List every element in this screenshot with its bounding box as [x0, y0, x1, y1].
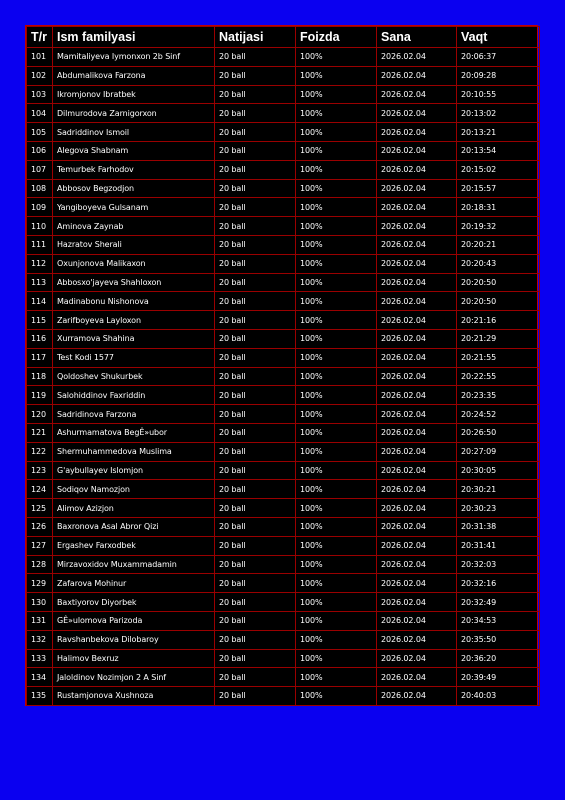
cell-full-name: Mamitaliyeva Iymonxon 2b Sinf — [53, 48, 215, 67]
table-row — [27, 141, 540, 160]
cell-percent: 100% — [296, 311, 377, 330]
table-row — [27, 254, 540, 273]
cell-full-name: Abdumalikova Farzona — [53, 66, 215, 85]
cell-time: 20:20:21 — [457, 235, 540, 254]
cell-full-name: GÊ»ulomova Parizoda — [53, 611, 215, 630]
cell-full-name: G'aybullayev Islomjon — [53, 461, 215, 480]
cell-time: 20:31:38 — [457, 517, 540, 536]
cell-time: 20:10:55 — [457, 85, 540, 104]
cell-date: 2026.02.04 — [377, 461, 457, 480]
cell-date: 2026.02.04 — [377, 235, 457, 254]
cell-number: 121 — [27, 423, 53, 442]
cell-result: 20 ball — [215, 386, 296, 405]
cell-date: 2026.02.04 — [377, 611, 457, 630]
cell-full-name: Hazratov Sherali — [53, 235, 215, 254]
cell-result: 20 ball — [215, 442, 296, 461]
cell-number: 125 — [27, 499, 53, 518]
cell-result: 20 ball — [215, 574, 296, 593]
cell-number: 127 — [27, 536, 53, 555]
cell-date: 2026.02.04 — [377, 348, 457, 367]
cell-time: 20:20:43 — [457, 254, 540, 273]
cell-time: 20:15:02 — [457, 160, 540, 179]
cell-date: 2026.02.04 — [377, 367, 457, 386]
cell-full-name: Test Kodi 1577 — [53, 348, 215, 367]
cell-full-name: Qoldoshev Shukurbek — [53, 367, 215, 386]
cell-number: 114 — [27, 292, 53, 311]
cell-number: 112 — [27, 254, 53, 273]
cell-percent: 100% — [296, 687, 377, 706]
cell-full-name: Abbosov Begzodjon — [53, 179, 215, 198]
table-header-row — [27, 27, 540, 48]
cell-result: 20 ball — [215, 254, 296, 273]
cell-percent: 100% — [296, 555, 377, 574]
cell-result: 20 ball — [215, 687, 296, 706]
cell-time: 20:34:53 — [457, 611, 540, 630]
cell-percent: 100% — [296, 461, 377, 480]
table-row — [27, 611, 540, 630]
table-row — [27, 687, 540, 706]
cell-full-name: Ravshanbekova Dilobaroy — [53, 630, 215, 649]
cell-percent: 100% — [296, 611, 377, 630]
cell-time: 20:20:50 — [457, 273, 540, 292]
table-row — [27, 329, 540, 348]
cell-full-name: Abbosxo'jayeva Shahloxon — [53, 273, 215, 292]
cell-percent: 100% — [296, 367, 377, 386]
cell-result: 20 ball — [215, 160, 296, 179]
cell-full-name: Shermuhammedova Muslima — [53, 442, 215, 461]
cell-time: 20:21:16 — [457, 311, 540, 330]
cell-time: 20:19:32 — [457, 217, 540, 236]
cell-percent: 100% — [296, 217, 377, 236]
cell-number: 108 — [27, 179, 53, 198]
cell-number: 106 — [27, 141, 53, 160]
cell-number: 124 — [27, 480, 53, 499]
cell-full-name: Xurramova Shahina — [53, 329, 215, 348]
cell-time: 20:39:49 — [457, 668, 540, 687]
cell-date: 2026.02.04 — [377, 499, 457, 518]
cell-time: 20:32:16 — [457, 574, 540, 593]
cell-time: 20:35:50 — [457, 630, 540, 649]
cell-percent: 100% — [296, 386, 377, 405]
cell-result: 20 ball — [215, 367, 296, 386]
cell-number: 119 — [27, 386, 53, 405]
table-row — [27, 292, 540, 311]
cell-date: 2026.02.04 — [377, 423, 457, 442]
cell-date: 2026.02.04 — [377, 292, 457, 311]
cell-percent: 100% — [296, 179, 377, 198]
cell-time: 20:31:41 — [457, 536, 540, 555]
cell-number: 115 — [27, 311, 53, 330]
cell-full-name: Alimov Azizjon — [53, 499, 215, 518]
cell-percent: 100% — [296, 85, 377, 104]
table-row — [27, 123, 540, 142]
cell-date: 2026.02.04 — [377, 649, 457, 668]
cell-number: 135 — [27, 687, 53, 706]
cell-full-name: Mirzavoxidov Muxammadamin — [53, 555, 215, 574]
cell-number: 126 — [27, 517, 53, 536]
cell-full-name: Sadriddinov Ismoil — [53, 123, 215, 142]
cell-percent: 100% — [296, 536, 377, 555]
cell-result: 20 ball — [215, 555, 296, 574]
cell-date: 2026.02.04 — [377, 687, 457, 706]
cell-date: 2026.02.04 — [377, 536, 457, 555]
cell-date: 2026.02.04 — [377, 217, 457, 236]
cell-percent: 100% — [296, 442, 377, 461]
table-row — [27, 423, 540, 442]
table-row — [27, 386, 540, 405]
cell-time: 20:09:28 — [457, 66, 540, 85]
table-row — [27, 273, 540, 292]
cell-number: 132 — [27, 630, 53, 649]
header-date: Sana — [377, 27, 457, 48]
table-row — [27, 348, 540, 367]
cell-full-name: Aminova Zaynab — [53, 217, 215, 236]
cell-result: 20 ball — [215, 311, 296, 330]
cell-percent: 100% — [296, 630, 377, 649]
cell-percent: 100% — [296, 649, 377, 668]
cell-time: 20:21:55 — [457, 348, 540, 367]
header-full-name: Ism familyasi — [53, 27, 215, 48]
cell-number: 117 — [27, 348, 53, 367]
cell-full-name: Jaloldinov Nozimjon 2 A Sinf — [53, 668, 215, 687]
cell-date: 2026.02.04 — [377, 574, 457, 593]
cell-number: 113 — [27, 273, 53, 292]
results-table — [26, 26, 540, 706]
cell-result: 20 ball — [215, 517, 296, 536]
cell-percent: 100% — [296, 348, 377, 367]
cell-percent: 100% — [296, 292, 377, 311]
cell-date: 2026.02.04 — [377, 442, 457, 461]
cell-date: 2026.02.04 — [377, 329, 457, 348]
cell-percent: 100% — [296, 48, 377, 67]
cell-result: 20 ball — [215, 593, 296, 612]
cell-result: 20 ball — [215, 66, 296, 85]
cell-time: 20:26:50 — [457, 423, 540, 442]
table-row — [27, 649, 540, 668]
header-number: T/r — [27, 27, 53, 48]
cell-full-name: Sadridinova Farzona — [53, 405, 215, 424]
cell-full-name: Alegova Shabnam — [53, 141, 215, 160]
cell-result: 20 ball — [215, 611, 296, 630]
table-row — [27, 66, 540, 85]
cell-number: 131 — [27, 611, 53, 630]
cell-time: 20:36:20 — [457, 649, 540, 668]
cell-percent: 100% — [296, 254, 377, 273]
cell-full-name: Zarifboyeva Layloxon — [53, 311, 215, 330]
cell-time: 20:32:49 — [457, 593, 540, 612]
cell-full-name: Dilmurodova Zarnigorxon — [53, 104, 215, 123]
cell-time: 20:30:05 — [457, 461, 540, 480]
cell-result: 20 ball — [215, 348, 296, 367]
cell-date: 2026.02.04 — [377, 179, 457, 198]
cell-full-name: Sodiqov Namozjon — [53, 480, 215, 499]
cell-number: 134 — [27, 668, 53, 687]
header-result: Natijasi — [215, 27, 296, 48]
cell-time: 20:15:57 — [457, 179, 540, 198]
cell-percent: 100% — [296, 668, 377, 687]
cell-result: 20 ball — [215, 217, 296, 236]
cell-time: 20:13:21 — [457, 123, 540, 142]
cell-result: 20 ball — [215, 668, 296, 687]
cell-number: 133 — [27, 649, 53, 668]
cell-date: 2026.02.04 — [377, 668, 457, 687]
cell-number: 105 — [27, 123, 53, 142]
cell-time: 20:30:21 — [457, 480, 540, 499]
table-row — [27, 480, 540, 499]
cell-result: 20 ball — [215, 85, 296, 104]
cell-result: 20 ball — [215, 630, 296, 649]
cell-number: 103 — [27, 85, 53, 104]
table-row — [27, 85, 540, 104]
cell-percent: 100% — [296, 574, 377, 593]
table-row — [27, 48, 540, 67]
cell-full-name: Baxtiyorov Diyorbek — [53, 593, 215, 612]
cell-date: 2026.02.04 — [377, 141, 457, 160]
cell-percent: 100% — [296, 198, 377, 217]
cell-full-name: Ergashev Farxodbek — [53, 536, 215, 555]
header-percent: Foizda — [296, 27, 377, 48]
cell-number: 128 — [27, 555, 53, 574]
cell-time: 20:22:55 — [457, 367, 540, 386]
cell-result: 20 ball — [215, 461, 296, 480]
cell-time: 20:13:54 — [457, 141, 540, 160]
cell-full-name: Zafarova Mohinur — [53, 574, 215, 593]
cell-date: 2026.02.04 — [377, 517, 457, 536]
cell-result: 20 ball — [215, 104, 296, 123]
header-time: Vaqt — [457, 27, 540, 48]
cell-result: 20 ball — [215, 235, 296, 254]
cell-time: 20:20:50 — [457, 292, 540, 311]
table-row — [27, 179, 540, 198]
cell-number: 102 — [27, 66, 53, 85]
cell-percent: 100% — [296, 423, 377, 442]
cell-full-name: Rustamjonova Xushnoza — [53, 687, 215, 706]
cell-percent: 100% — [296, 235, 377, 254]
cell-percent: 100% — [296, 499, 377, 518]
cell-percent: 100% — [296, 66, 377, 85]
cell-percent: 100% — [296, 141, 377, 160]
cell-full-name: Madinabonu Nishonova — [53, 292, 215, 311]
cell-result: 20 ball — [215, 329, 296, 348]
table-row — [27, 499, 540, 518]
cell-time: 20:40:03 — [457, 687, 540, 706]
table-row — [27, 367, 540, 386]
table-row — [27, 235, 540, 254]
table-row — [27, 593, 540, 612]
cell-result: 20 ball — [215, 48, 296, 67]
cell-time: 20:32:03 — [457, 555, 540, 574]
results-sheet — [25, 25, 538, 706]
cell-percent: 100% — [296, 160, 377, 179]
cell-date: 2026.02.04 — [377, 311, 457, 330]
cell-time: 20:06:37 — [457, 48, 540, 67]
cell-date: 2026.02.04 — [377, 198, 457, 217]
table-row — [27, 461, 540, 480]
cell-time: 20:23:35 — [457, 386, 540, 405]
cell-result: 20 ball — [215, 405, 296, 424]
cell-number: 122 — [27, 442, 53, 461]
cell-result: 20 ball — [215, 536, 296, 555]
cell-time: 20:21:29 — [457, 329, 540, 348]
cell-time: 20:30:23 — [457, 499, 540, 518]
cell-date: 2026.02.04 — [377, 66, 457, 85]
cell-result: 20 ball — [215, 198, 296, 217]
cell-number: 111 — [27, 235, 53, 254]
cell-result: 20 ball — [215, 273, 296, 292]
table-row — [27, 536, 540, 555]
cell-number: 109 — [27, 198, 53, 217]
cell-date: 2026.02.04 — [377, 104, 457, 123]
cell-number: 120 — [27, 405, 53, 424]
cell-full-name: Halimov Bexruz — [53, 649, 215, 668]
cell-result: 20 ball — [215, 123, 296, 142]
cell-full-name: Ashurmamatova BegÊ»ubor — [53, 423, 215, 442]
cell-full-name: Oxunjonova Malikaxon — [53, 254, 215, 273]
table-row — [27, 630, 540, 649]
cell-full-name: Yangiboyeva Gulsanam — [53, 198, 215, 217]
table-row — [27, 405, 540, 424]
cell-date: 2026.02.04 — [377, 480, 457, 499]
cell-date: 2026.02.04 — [377, 160, 457, 179]
cell-percent: 100% — [296, 329, 377, 348]
cell-percent: 100% — [296, 405, 377, 424]
cell-date: 2026.02.04 — [377, 273, 457, 292]
cell-result: 20 ball — [215, 292, 296, 311]
table-row — [27, 555, 540, 574]
cell-result: 20 ball — [215, 499, 296, 518]
cell-date: 2026.02.04 — [377, 593, 457, 612]
table-row — [27, 442, 540, 461]
cell-date: 2026.02.04 — [377, 630, 457, 649]
cell-date: 2026.02.04 — [377, 254, 457, 273]
cell-percent: 100% — [296, 104, 377, 123]
cell-number: 129 — [27, 574, 53, 593]
cell-number: 116 — [27, 329, 53, 348]
cell-percent: 100% — [296, 480, 377, 499]
cell-date: 2026.02.04 — [377, 386, 457, 405]
cell-number: 110 — [27, 217, 53, 236]
table-body — [27, 48, 540, 706]
cell-percent: 100% — [296, 517, 377, 536]
cell-full-name: Ikromjonov Ibratbek — [53, 85, 215, 104]
cell-full-name: Temurbek Farhodov — [53, 160, 215, 179]
table-row — [27, 217, 540, 236]
cell-percent: 100% — [296, 593, 377, 612]
cell-time: 20:13:02 — [457, 104, 540, 123]
cell-date: 2026.02.04 — [377, 405, 457, 424]
cell-result: 20 ball — [215, 649, 296, 668]
table-row — [27, 104, 540, 123]
cell-number: 118 — [27, 367, 53, 386]
cell-result: 20 ball — [215, 179, 296, 198]
cell-full-name: Salohiddinov Faxriddin — [53, 386, 215, 405]
cell-result: 20 ball — [215, 423, 296, 442]
cell-result: 20 ball — [215, 480, 296, 499]
cell-number: 130 — [27, 593, 53, 612]
cell-full-name: Baxronova Asal Abror Qizi — [53, 517, 215, 536]
cell-date: 2026.02.04 — [377, 85, 457, 104]
table-row — [27, 574, 540, 593]
cell-date: 2026.02.04 — [377, 48, 457, 67]
cell-percent: 100% — [296, 273, 377, 292]
cell-percent: 100% — [296, 123, 377, 142]
cell-number: 101 — [27, 48, 53, 67]
cell-result: 20 ball — [215, 141, 296, 160]
cell-number: 104 — [27, 104, 53, 123]
table-row — [27, 311, 540, 330]
table-row — [27, 668, 540, 687]
cell-date: 2026.02.04 — [377, 123, 457, 142]
table-row — [27, 160, 540, 179]
cell-number: 123 — [27, 461, 53, 480]
table-row — [27, 198, 540, 217]
cell-number: 107 — [27, 160, 53, 179]
cell-date: 2026.02.04 — [377, 555, 457, 574]
cell-time: 20:18:31 — [457, 198, 540, 217]
cell-time: 20:24:52 — [457, 405, 540, 424]
table-row — [27, 517, 540, 536]
cell-time: 20:27:09 — [457, 442, 540, 461]
